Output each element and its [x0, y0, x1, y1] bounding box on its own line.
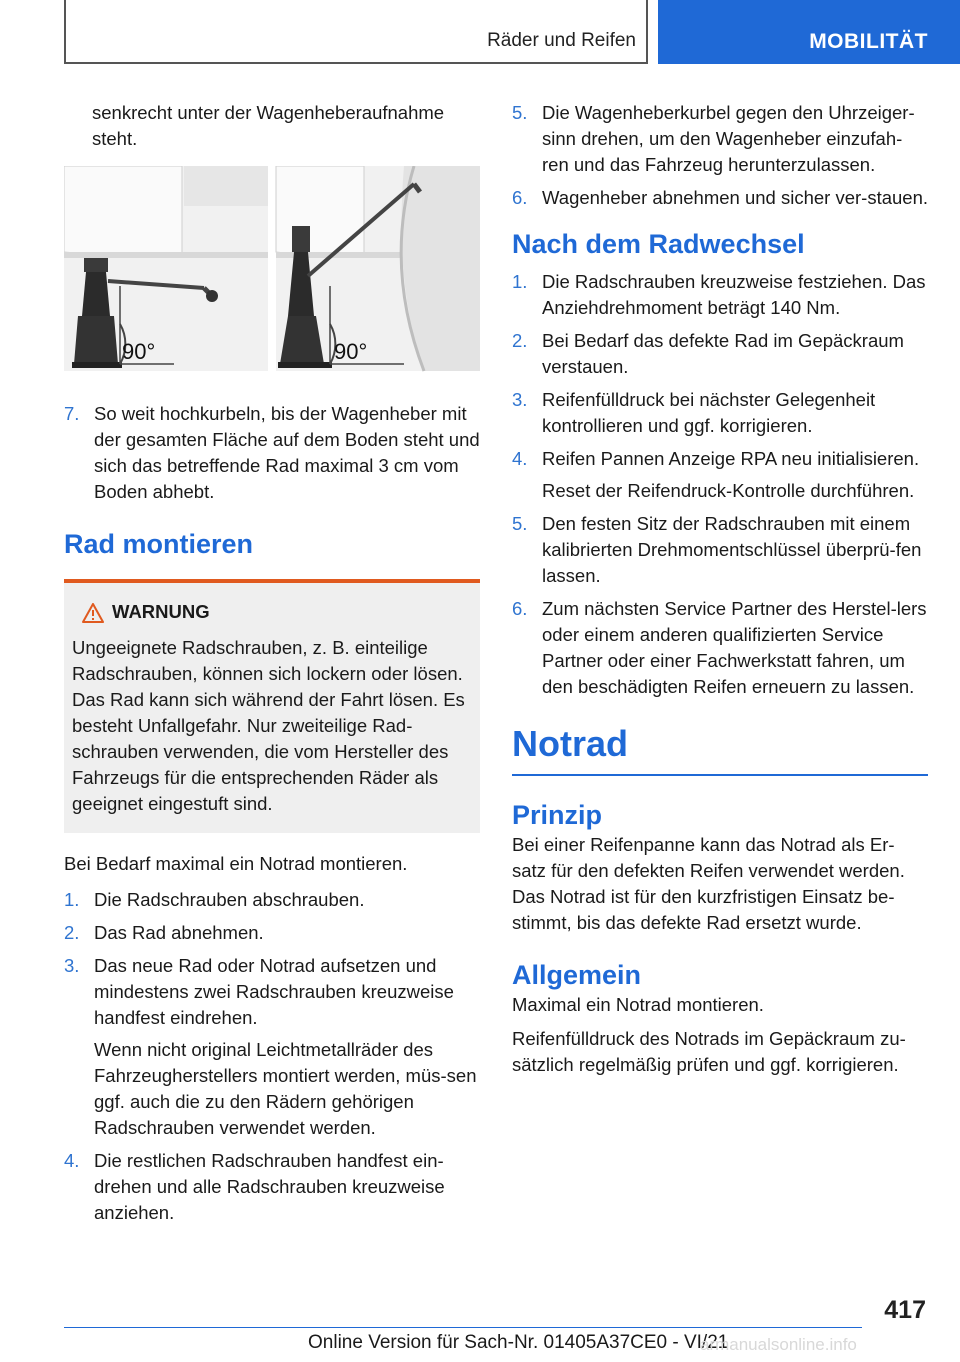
step-number: 5.: [512, 513, 528, 534]
heading-rule: [512, 774, 928, 776]
step-text: So weit hochkurbeln, bis der Wagenheber mit der gesamten Fläche auf dem Boden steht und sich das betreffende Rad maximal 3 cm vom Boden abhebt.: [94, 403, 480, 502]
step-number: 6.: [512, 187, 528, 208]
angle-label-left: 90°: [122, 339, 156, 364]
right-column: [512, 100, 928, 1078]
step-subtext: Reset der Reifendruck-Kontrolle durchführen.: [542, 480, 915, 501]
list-item: [64, 401, 480, 505]
list-item: [512, 596, 928, 700]
allgemein-text-1: Maximal ein Notrad montieren.: [512, 994, 764, 1015]
step-text: Die Radschrauben kreuzweise festziehen. Das Anziehdrehmoment beträgt 140 Nm.: [542, 271, 926, 318]
step-number: 4.: [64, 1150, 80, 1171]
step-text: Die restlichen Radschrauben handfest ein-drehen und alle Radschrauben kreuzweise anziehen.: [94, 1150, 445, 1223]
warning-title-text: WARNUNG: [112, 601, 210, 622]
list-item: [64, 953, 480, 1141]
step-number: 7.: [64, 403, 80, 424]
warning-title: [72, 601, 472, 627]
list-item: [512, 100, 928, 178]
header-section-box: [64, 0, 648, 64]
step-text: Das neue Rad oder Notrad aufsetzen und mindestens zwei Radschrauben kreuzweise handfest eindrehen.: [94, 955, 454, 1028]
step-text: Das Rad abnehmen.: [94, 922, 264, 943]
intro-text: senkrecht unter der Wagenheberaufnahme steht.: [92, 102, 445, 149]
step-list-lower: [512, 100, 928, 211]
list-item: [64, 887, 480, 913]
warning-text: Ungeeignete Radschrauben, z. B. einteilige Radschrauben, können sich lockern oder lösen. Das Rad kann sich während der Fahrt lösen. Es besteht Unfallgefahr. Nur zweiteilige Rad-schrauben verwenden, die vom Hersteller des Fahrzeugs für die entsprechenden Räder als geeignet eingestuft sind.: [72, 637, 465, 814]
step-text: Reifenfülldruck bei nächster Gelegenheit kontrollieren und ggf. korrigieren.: [542, 389, 876, 436]
list-item: [512, 185, 928, 211]
chapter-tab-label: MOBILITÄT: [809, 30, 928, 53]
step-number: 3.: [512, 389, 528, 410]
left-column: [64, 100, 480, 1233]
heading-prinzip: Prinzip: [512, 800, 603, 830]
step-text: Wagenheber abnehmen und sicher ver-stauen.: [542, 187, 928, 208]
step-text: Bei Bedarf das defekte Rad im Gepäckraum verstauen.: [542, 330, 904, 377]
step-number: 1.: [512, 271, 528, 292]
warning-box: [64, 579, 480, 833]
step-list-after: [512, 269, 928, 700]
step-number: 6.: [512, 598, 528, 619]
prinzip-text: Bei einer Reifenpanne kann das Notrad als Er-satz für den defekten Reifen verwendet werden. Das Notrad ist für den kurzfristigen Einsatz be-stimmt, bis das defekte Rad ersetzt wurde.: [512, 834, 905, 933]
warning-triangle-icon: [82, 603, 104, 623]
step-text: Die Wagenheberkurbel gegen den Uhrzeiger-sinn drehen, um den Wagenheber einzufah-ren und das Fahrzeug herunterzulassen.: [542, 102, 915, 175]
step-text: Reifen Pannen Anzeige RPA neu initialisieren.: [542, 448, 920, 469]
step-number: 4.: [512, 448, 528, 469]
step-text: Die Radschrauben abschrauben.: [94, 889, 365, 910]
list-item: [512, 387, 928, 439]
footer-rule: [64, 1327, 862, 1328]
step-number: 5.: [512, 102, 528, 123]
heading-allgemein: Allgemein: [512, 960, 642, 990]
step-number: 1.: [64, 889, 80, 910]
step-list-mount: [64, 887, 480, 1226]
page-number: 417: [884, 1296, 926, 1324]
step-text: Den festen Sitz der Radschrauben mit einem kalibrierten Drehmomentschlüssel überprü-fen lassen.: [542, 513, 922, 586]
step-number: 3.: [64, 955, 80, 976]
step-subtext: Wenn nicht original Leichtmetallräder des Fahrzeugherstellers montiert werden, müs-sen ggf. auch die zu den Rädern gehörigen Radschrauben verwendet werden.: [94, 1039, 477, 1138]
note-text: Bei Bedarf maximal ein Notrad montieren.: [64, 853, 408, 874]
step-list-7: [64, 401, 480, 505]
step-text: Zum nächsten Service Partner des Herstel-lers oder einem anderen qualifizierten Service Partner oder einer Fachwerkstatt fahren, um den beschädigten Reifen erneuern zu lassen.: [542, 598, 927, 697]
heading-rad-montieren: Rad montieren: [64, 529, 254, 559]
list-item: [512, 328, 928, 380]
list-item: [512, 511, 928, 589]
heading-notrad: Notrad: [512, 723, 628, 764]
watermark-text: armanualsonline.info: [700, 1335, 857, 1354]
online-version-text: Online Version für Sach-Nr. 01405A37CE0 - VI/21: [308, 1332, 729, 1353]
chapter-tab[interactable]: [658, 0, 960, 64]
step-number: 2.: [512, 330, 528, 351]
jack-illustration: [64, 166, 480, 381]
list-item: [512, 269, 928, 321]
list-item: [64, 1148, 480, 1226]
jack-figure: [64, 166, 480, 381]
list-item: [64, 920, 480, 946]
step-number: 2.: [64, 922, 80, 943]
list-item: [512, 446, 928, 504]
allgemein-text-2: Reifenfülldruck des Notrads im Gepäckraum zu-sätzlich regelmäßig prüfen und ggf. korrigieren.: [512, 1028, 906, 1075]
angle-label-right: 90°: [334, 339, 368, 364]
section-title: Räder und Reifen: [487, 30, 636, 51]
heading-nach-dem-radwechsel: Nach dem Radwechsel: [512, 229, 805, 259]
